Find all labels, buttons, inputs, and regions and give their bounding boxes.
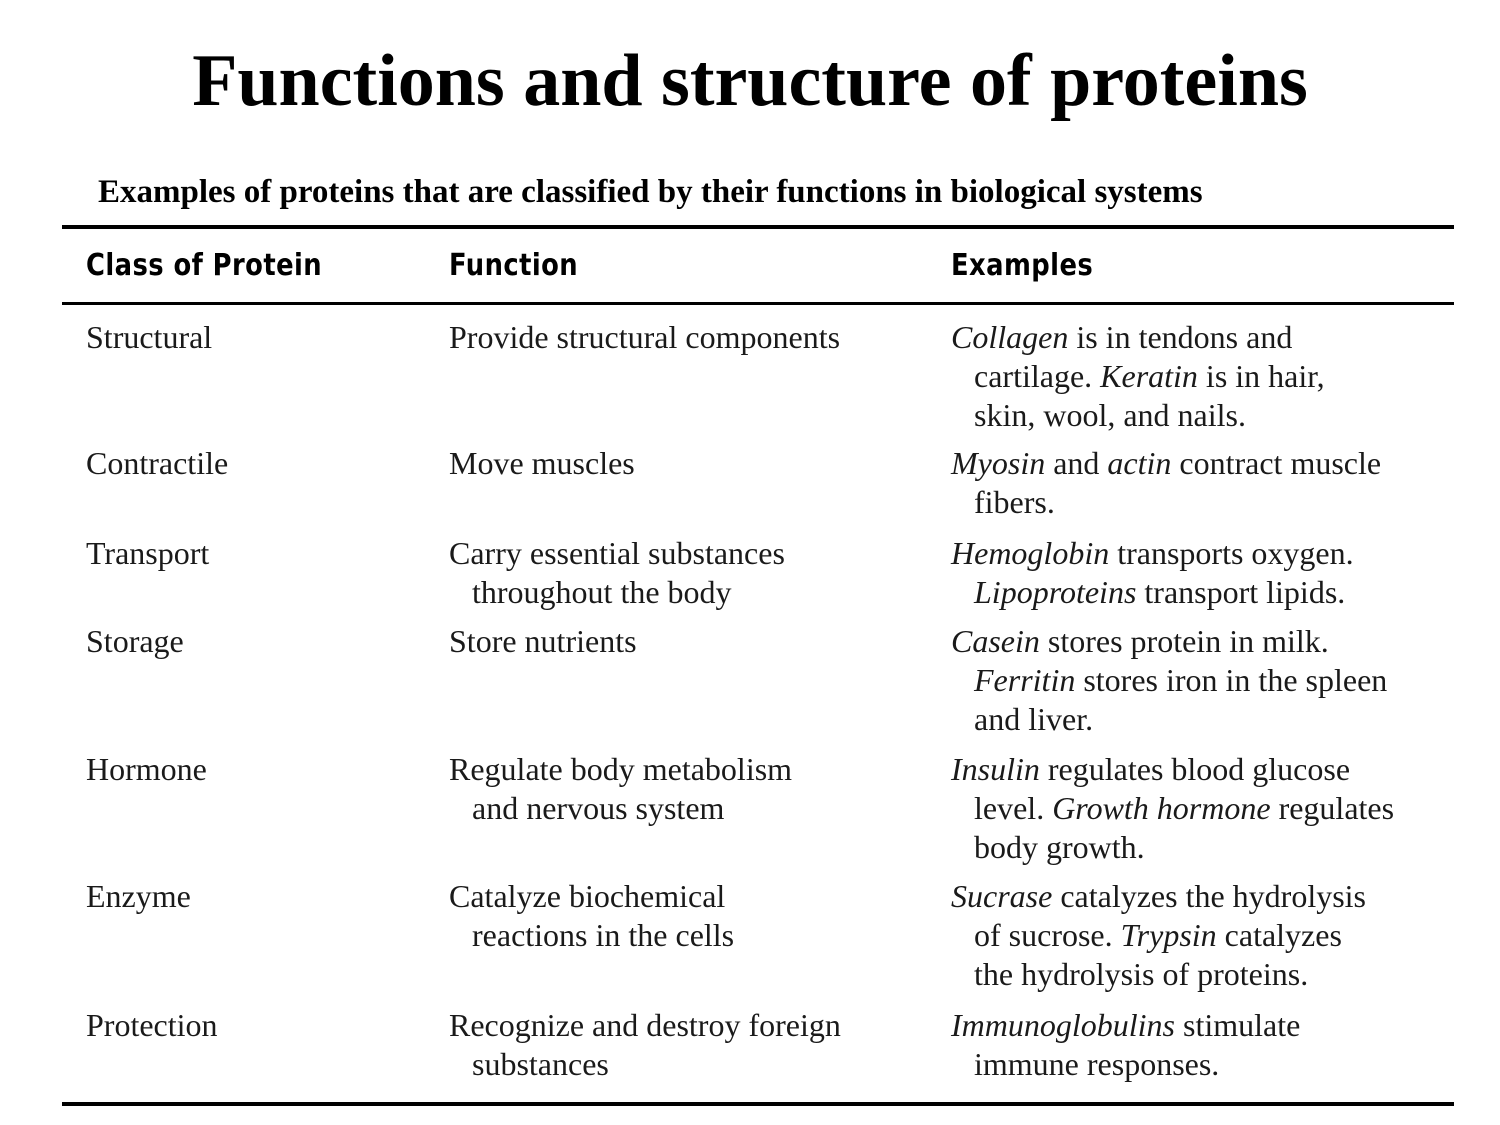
examples-line — [951, 573, 1451, 612]
example-text: transport lipids. — [1136, 574, 1346, 610]
examples-cell — [951, 750, 1451, 867]
examples-cell — [951, 318, 1451, 435]
class-cell: Protection — [86, 1007, 218, 1043]
example-text: level. — [974, 790, 1053, 826]
function-line: and nervous system — [472, 790, 725, 826]
protein-name: Sucrase — [951, 878, 1053, 914]
protein-name: Casein — [951, 623, 1040, 659]
function-line: Carry essential substances — [449, 535, 785, 571]
examples-line — [951, 1045, 1451, 1084]
example-text: fibers. — [974, 484, 1055, 520]
example-text: stores protein in milk. — [1039, 623, 1329, 659]
table-top-rule — [62, 225, 1454, 229]
table-caption: Examples of proteins that are classified by their functions in biological systems — [98, 174, 1203, 210]
examples-line — [951, 877, 1451, 916]
examples-line — [951, 789, 1451, 828]
examples-line — [951, 955, 1451, 994]
example-text: immune responses. — [974, 1046, 1220, 1082]
examples-line — [951, 444, 1451, 483]
function-cell — [449, 444, 919, 483]
examples-line — [951, 1006, 1451, 1045]
protein-name: Collagen — [951, 319, 1069, 355]
function-cell — [449, 622, 919, 661]
column-header-examples: Examples — [951, 248, 1094, 283]
examples-line — [951, 700, 1451, 739]
column-header-class: Class of Protein — [86, 248, 323, 283]
function-cell — [449, 318, 919, 357]
function-line: Regulate body metabolism — [449, 751, 793, 787]
examples-cell — [951, 534, 1451, 612]
example-text: regulates — [1270, 790, 1395, 826]
examples-line — [951, 534, 1451, 573]
protein-name: Insulin — [951, 751, 1040, 787]
function-line: throughout the body — [472, 574, 732, 610]
function-cell — [449, 877, 919, 955]
class-cell: Structural — [86, 319, 213, 355]
protein-name: Growth hormone — [1052, 790, 1271, 826]
protein-name: Ferritin — [974, 662, 1076, 698]
example-text: transports oxygen. — [1109, 535, 1354, 571]
examples-line — [951, 828, 1451, 867]
examples-line — [951, 750, 1451, 789]
table-bottom-rule — [62, 1102, 1454, 1106]
examples-line — [951, 661, 1451, 700]
protein-name: Trypsin — [1120, 917, 1217, 953]
example-text: stores iron in the spleen — [1075, 662, 1388, 698]
function-line: Store nutrients — [449, 623, 637, 659]
examples-cell — [951, 622, 1451, 739]
examples-line — [951, 916, 1451, 955]
protein-name: Myosin — [951, 445, 1046, 481]
function-line: substances — [472, 1046, 609, 1082]
examples-line — [951, 396, 1451, 435]
class-cell: Contractile — [86, 445, 229, 481]
function-cell — [449, 534, 919, 612]
examples-line — [951, 622, 1451, 661]
example-text: of sucrose. — [974, 917, 1121, 953]
example-text: catalyzes — [1216, 917, 1342, 953]
table-header-rule — [62, 302, 1454, 305]
function-line: Catalyze biochemical — [449, 878, 726, 914]
examples-line — [951, 483, 1451, 522]
protein-name: Keratin — [1100, 358, 1198, 394]
example-text: cartilage. — [974, 358, 1101, 394]
examples-cell — [951, 444, 1451, 522]
function-line: Provide structural components — [449, 319, 841, 355]
page-title: Functions and structure of proteins — [192, 40, 1308, 122]
protein-name: actin — [1107, 445, 1172, 481]
examples-cell — [951, 877, 1451, 994]
function-line: Move muscles — [449, 445, 635, 481]
protein-name: Lipoproteins — [974, 574, 1137, 610]
function-cell — [449, 750, 919, 828]
class-cell: Storage — [86, 623, 184, 659]
examples-line — [951, 357, 1451, 396]
function-line: Recognize and destroy foreign — [449, 1007, 841, 1043]
function-line: reactions in the cells — [472, 917, 735, 953]
example-text: body growth. — [974, 829, 1145, 865]
example-text: is in hair, — [1197, 358, 1325, 394]
example-text: skin, wool, and nails. — [974, 397, 1246, 433]
class-cell: Enzyme — [86, 878, 191, 914]
example-text: and — [1045, 445, 1108, 481]
example-text: stimulate — [1175, 1007, 1301, 1043]
class-cell: Transport — [86, 535, 210, 571]
example-text: is in tendons and — [1068, 319, 1293, 355]
protein-name: Immunoglobulins — [951, 1007, 1175, 1043]
example-text: contract muscle — [1171, 445, 1382, 481]
examples-cell — [951, 1006, 1451, 1084]
class-cell: Hormone — [86, 751, 207, 787]
example-text: regulates blood glucose — [1039, 751, 1351, 787]
example-text: the hydrolysis of proteins. — [974, 956, 1309, 992]
examples-line — [951, 318, 1451, 357]
function-cell — [449, 1006, 919, 1084]
example-text: and liver. — [974, 701, 1094, 737]
example-text: catalyzes the hydrolysis — [1052, 878, 1366, 914]
protein-name: Hemoglobin — [951, 535, 1110, 571]
column-header-function: Function — [449, 248, 579, 283]
